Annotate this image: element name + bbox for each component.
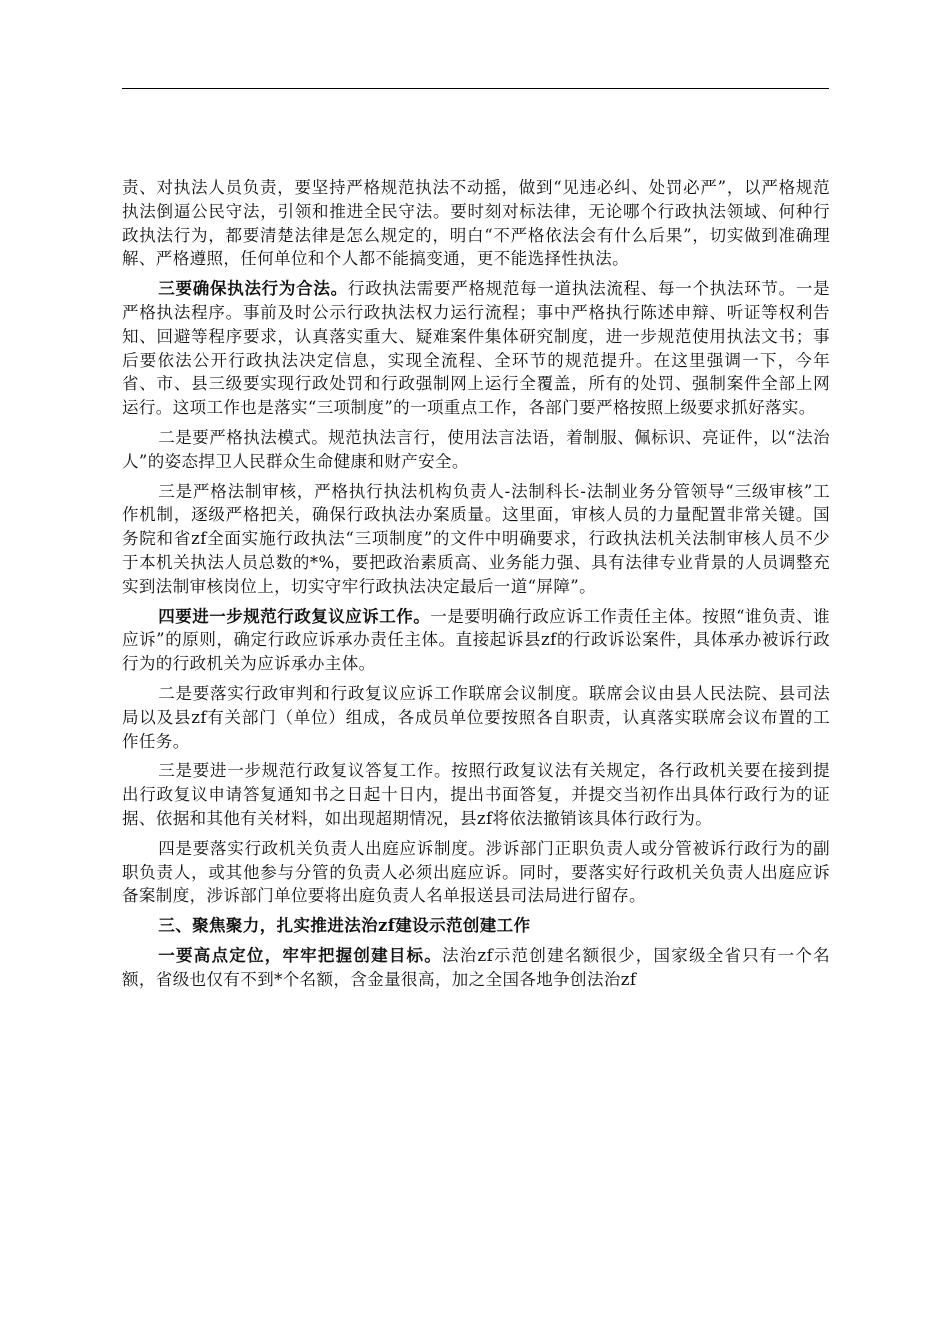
- paragraph-text: 法治zf示范创建名额很少，国家级全省只有一个名额，省级也仅有不到*个名额，含金量很高，加之全国各地争创法治zf: [122, 945, 830, 989]
- paragraph-text: 二是要落实行政审判和行政复议应诉工作联席会议制度。联席会议由县人民法院、县司法局以及县zf有关部门（单位）组成，各成员单位要按照各自职责，认真落实联席会议布置的工作任务。: [122, 683, 830, 751]
- paragraph-lead: 三要确保执法行为合法。: [158, 279, 348, 299]
- document-body: [122, 176, 830, 998]
- paragraph-text: 一是要明确行政应诉工作责任主体。按照“谁负责、谁应诉”的原则，确定行政应诉承办责任主体。直接起诉县zf的行政诉讼案件，具体承办被诉行政行为的行政机关为应诉承办主体。: [122, 606, 830, 674]
- paragraph-3: [122, 426, 830, 474]
- paragraph-10: [122, 944, 830, 992]
- paragraph-4: [122, 480, 830, 599]
- section-heading: [122, 914, 830, 938]
- header-rule: [122, 88, 829, 89]
- paragraph-text: 四是要落实行政机关负责人出庭应诉制度。涉诉部门正职负责人或分管被诉行政行为的副职负责人，或其他参与分管的负责人必须出庭应诉。同时，要落实好行政机关负责人出庭应诉备案制度，涉诉部门单位要将出庭负责人名单报送县司法局进行留存。: [122, 838, 830, 906]
- paragraph-2: [122, 277, 830, 420]
- paragraph-text: 责、对执法人员负责，要坚持严格规范执法不动摇，做到“见违必纠、处罚必严”，以严格规范执法倒逼公民守法，引领和推进全民守法。要时刻对标法律，无论哪个行政执法领域、何种行政执法行为，都要清楚法律是怎么规定的，明白“不严格依法会有什么后果”，切实做到准确理解、严格遵照，任何单位和个人都不能搞变通，更不能选择性执法。: [122, 178, 830, 269]
- paragraph-6: [122, 682, 830, 753]
- paragraph-lead: 一要高点定位，牢牢把握创建目标。: [158, 945, 443, 965]
- paragraph-text: 行政执法需要严格规范每一道执法流程、每一个执法环节。一是严格执法程序。事前及时公示行政执法权力运行流程；事中严格执行陈述申辩、听证等权利告知、回避等程序要求，认真落实重大、疑难案件集体研究制度，进一步规范使用执法文书；事后要依法公开行政执法决定信息，实现全流程、全环节的规范提升。在这里强调一下，今年省、市、县三级要实现行政处罚和行政强制网上运行全覆盖，所有的处罚、强制案件全部上网运行。这项工作也是落实“三项制度”的一项重点工作，各部门要严格按照上级要求抓好落实。: [122, 279, 830, 418]
- paragraph-1: [122, 176, 830, 271]
- paragraph-lead: 四要进一步规范行政复议应诉工作。: [158, 606, 431, 626]
- paragraph-text: 二是要严格执法模式。规范执法言行，使用法言法语，着制服、佩标识、亮证件，以“法治人”的姿态捍卫人民群众生命健康和财产安全。: [122, 427, 830, 471]
- paragraph-text: 三是严格法制审核，严格执行执法机构负责人-法制科长-法制业务分管领导“三级审核”工作机制，逐级严格把关，确保行政执法办案质量。这里面，审核人员的力量配置非常关键。国务院和省zf全面实施行政执法“三项制度”的文件中明确要求，行政执法机关法制审核人员不少于本机关执法人员总数的*%，要把政治素质高、业务能力强、具有法律专业背景的人员调整充实到法制审核岗位上，切实守牢行政执法决定最后一道“屏障”。: [122, 481, 830, 596]
- section-heading-text: 三、聚焦聚力，扎实推进法治zf建设示范创建工作: [158, 916, 531, 936]
- paragraph-5: [122, 605, 830, 676]
- paragraph-8: [122, 837, 830, 908]
- paragraph-text: 三是要进一步规范行政复议答复工作。按照行政复议法有关规定，各行政机关要在接到提出行政复议申请答复通知书之日起十日内，提出书面答复，并提交当初作出具体行政行为的证据、依据和其他有关材料，如出现超期情况，县zf将依法撤销该具体行政行为。: [122, 761, 830, 828]
- paragraph-7: [122, 759, 830, 830]
